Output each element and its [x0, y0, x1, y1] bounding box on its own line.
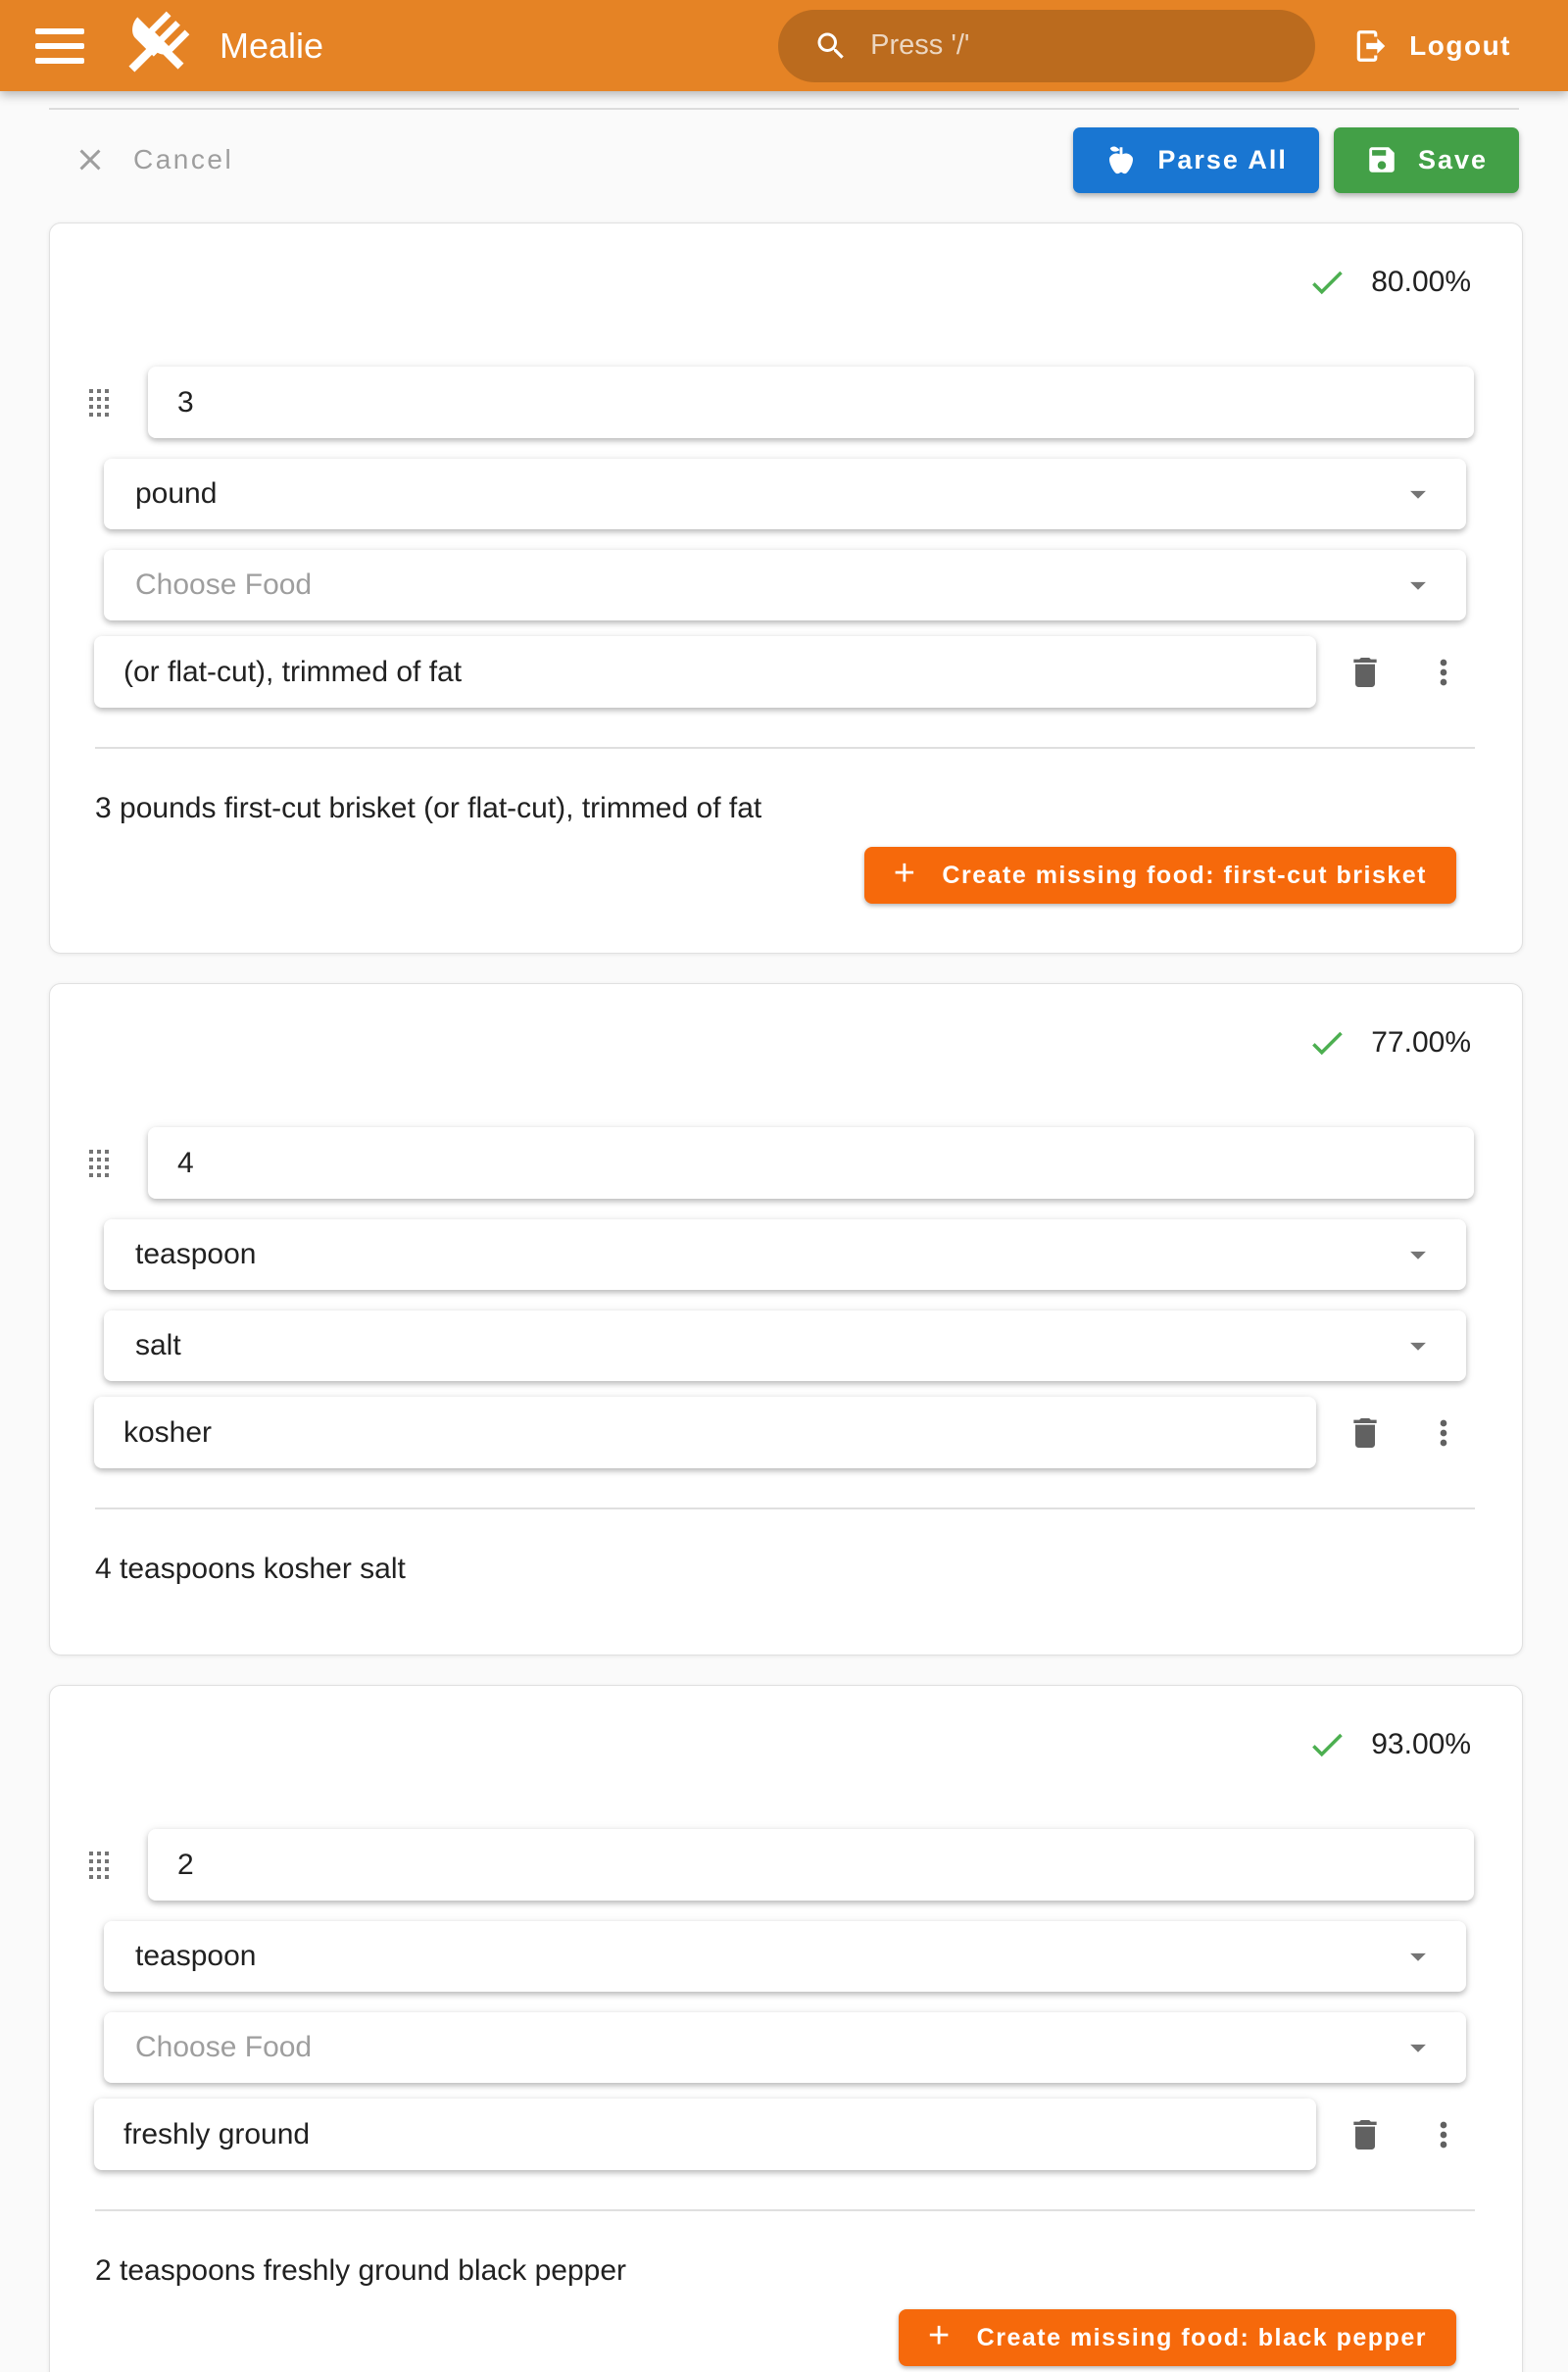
food-select[interactable]: [104, 1310, 1466, 1381]
food-select[interactable]: [104, 2012, 1466, 2083]
close-icon: [73, 142, 108, 177]
check-icon: [1306, 262, 1348, 303]
confidence-row: [50, 223, 1522, 302]
drag-handle[interactable]: [75, 1140, 122, 1187]
food-placeholder: Choose Food: [135, 2031, 313, 2063]
trash-icon: [1346, 1413, 1385, 1453]
confidence-value: 80.00%: [1371, 266, 1471, 298]
ingredient-original-text: 4 teaspoons kosher salt: [95, 1553, 406, 1585]
ingredient-original-text: 2 teaspoons freshly ground black pepper: [95, 2254, 627, 2287]
search-input[interactable]: [870, 29, 1286, 62]
quantity-input[interactable]: [148, 1829, 1474, 1901]
caret-down-icon: [1399, 475, 1437, 513]
note-row: [94, 1397, 1463, 1468]
ingredient-original-text: 3 pounds first-cut brisket (or flat-cut), trimmed of fat: [95, 792, 762, 824]
card-divider: [95, 1507, 1475, 1509]
note-input[interactable]: [94, 1397, 1316, 1468]
toolbar-actions: [1073, 127, 1519, 193]
app-title: Mealie: [220, 25, 324, 66]
create-row: [50, 2309, 1456, 2366]
app-bar: [0, 0, 1568, 91]
delete-ingredient-button[interactable]: [1346, 653, 1385, 692]
note-input[interactable]: [94, 2099, 1316, 2170]
confidence-row: [50, 984, 1522, 1062]
quantity-input[interactable]: [148, 1127, 1474, 1199]
unit-value: pound: [135, 477, 218, 510]
confidence-row: [50, 1686, 1522, 1764]
drag-icon: [75, 379, 122, 426]
card-divider: [95, 2209, 1475, 2211]
unit-select[interactable]: [104, 1219, 1466, 1290]
unit-select[interactable]: [104, 1921, 1466, 1992]
parse-all-button[interactable]: [1073, 127, 1319, 193]
kebab-icon: [1424, 1413, 1463, 1453]
unit-value: teaspoon: [135, 1238, 257, 1270]
unit-select[interactable]: [104, 459, 1466, 529]
search-icon: [813, 28, 849, 64]
caret-down-icon: [1399, 1938, 1437, 1975]
drag-handle[interactable]: [75, 1842, 122, 1889]
confidence-value: 93.00%: [1371, 1728, 1471, 1760]
quantity-input[interactable]: [148, 367, 1474, 438]
page-top-divider: [49, 108, 1519, 110]
drag-icon: [75, 1842, 122, 1889]
create-missing-food-button[interactable]: [864, 847, 1456, 904]
more-options-button[interactable]: [1424, 1413, 1463, 1453]
create-missing-food-button[interactable]: [899, 2309, 1456, 2366]
caret-down-icon: [1399, 2029, 1437, 2066]
delete-ingredient-button[interactable]: [1346, 1413, 1385, 1453]
save-icon: [1365, 143, 1398, 176]
search-bar[interactable]: [778, 10, 1315, 82]
cancel-label: Cancel: [133, 144, 234, 174]
check-icon: [1306, 1724, 1348, 1765]
apple-icon: [1104, 143, 1138, 176]
note-row: [94, 636, 1463, 708]
card-divider: [95, 747, 1475, 749]
save-label: Save: [1417, 144, 1488, 174]
menu-icon[interactable]: [35, 28, 84, 64]
create-missing-food-label: Create missing food: black pepper: [976, 2323, 1427, 2351]
parser-toolbar: [0, 126, 1568, 193]
quantity-row: [75, 1127, 1474, 1199]
more-options-button[interactable]: [1424, 653, 1463, 692]
caret-down-icon: [1399, 1236, 1437, 1273]
check-icon: [1306, 1022, 1348, 1063]
plus-icon: +: [927, 2315, 952, 2356]
note-input[interactable]: [94, 636, 1316, 708]
delete-ingredient-button[interactable]: [1346, 2115, 1385, 2154]
quantity-row: [75, 367, 1474, 438]
plus-icon: +: [893, 853, 917, 894]
trash-icon: [1346, 2115, 1385, 2154]
trash-icon: [1346, 653, 1385, 692]
drag-handle[interactable]: [75, 379, 122, 426]
create-row: [50, 847, 1456, 904]
mealie-logo-icon: [116, 7, 194, 85]
confidence-value: 77.00%: [1371, 1026, 1471, 1059]
quantity-row: [75, 1829, 1474, 1901]
food-value: salt: [135, 1329, 181, 1361]
ingredient-card: [49, 983, 1523, 1655]
food-placeholder: Choose Food: [135, 568, 313, 601]
logout-icon: [1352, 27, 1390, 65]
ingredient-card: [49, 222, 1523, 954]
note-row: [94, 2099, 1463, 2170]
kebab-icon: [1424, 653, 1463, 692]
kebab-icon: [1424, 2115, 1463, 2154]
ingredient-card: [49, 1685, 1523, 2372]
caret-down-icon: [1399, 1327, 1437, 1364]
more-options-button[interactable]: [1424, 2115, 1463, 2154]
logout-label: Logout: [1409, 29, 1511, 61]
logout-button[interactable]: [1352, 27, 1511, 65]
unit-value: teaspoon: [135, 1940, 257, 1972]
save-button[interactable]: [1334, 127, 1519, 193]
create-missing-food-label: Create missing food: first-cut brisket: [942, 861, 1427, 889]
caret-down-icon: [1399, 567, 1437, 604]
drag-icon: [75, 1140, 122, 1187]
parse-all-label: Parse All: [1157, 144, 1288, 174]
cancel-button[interactable]: [73, 142, 233, 177]
food-select[interactable]: [104, 550, 1466, 620]
